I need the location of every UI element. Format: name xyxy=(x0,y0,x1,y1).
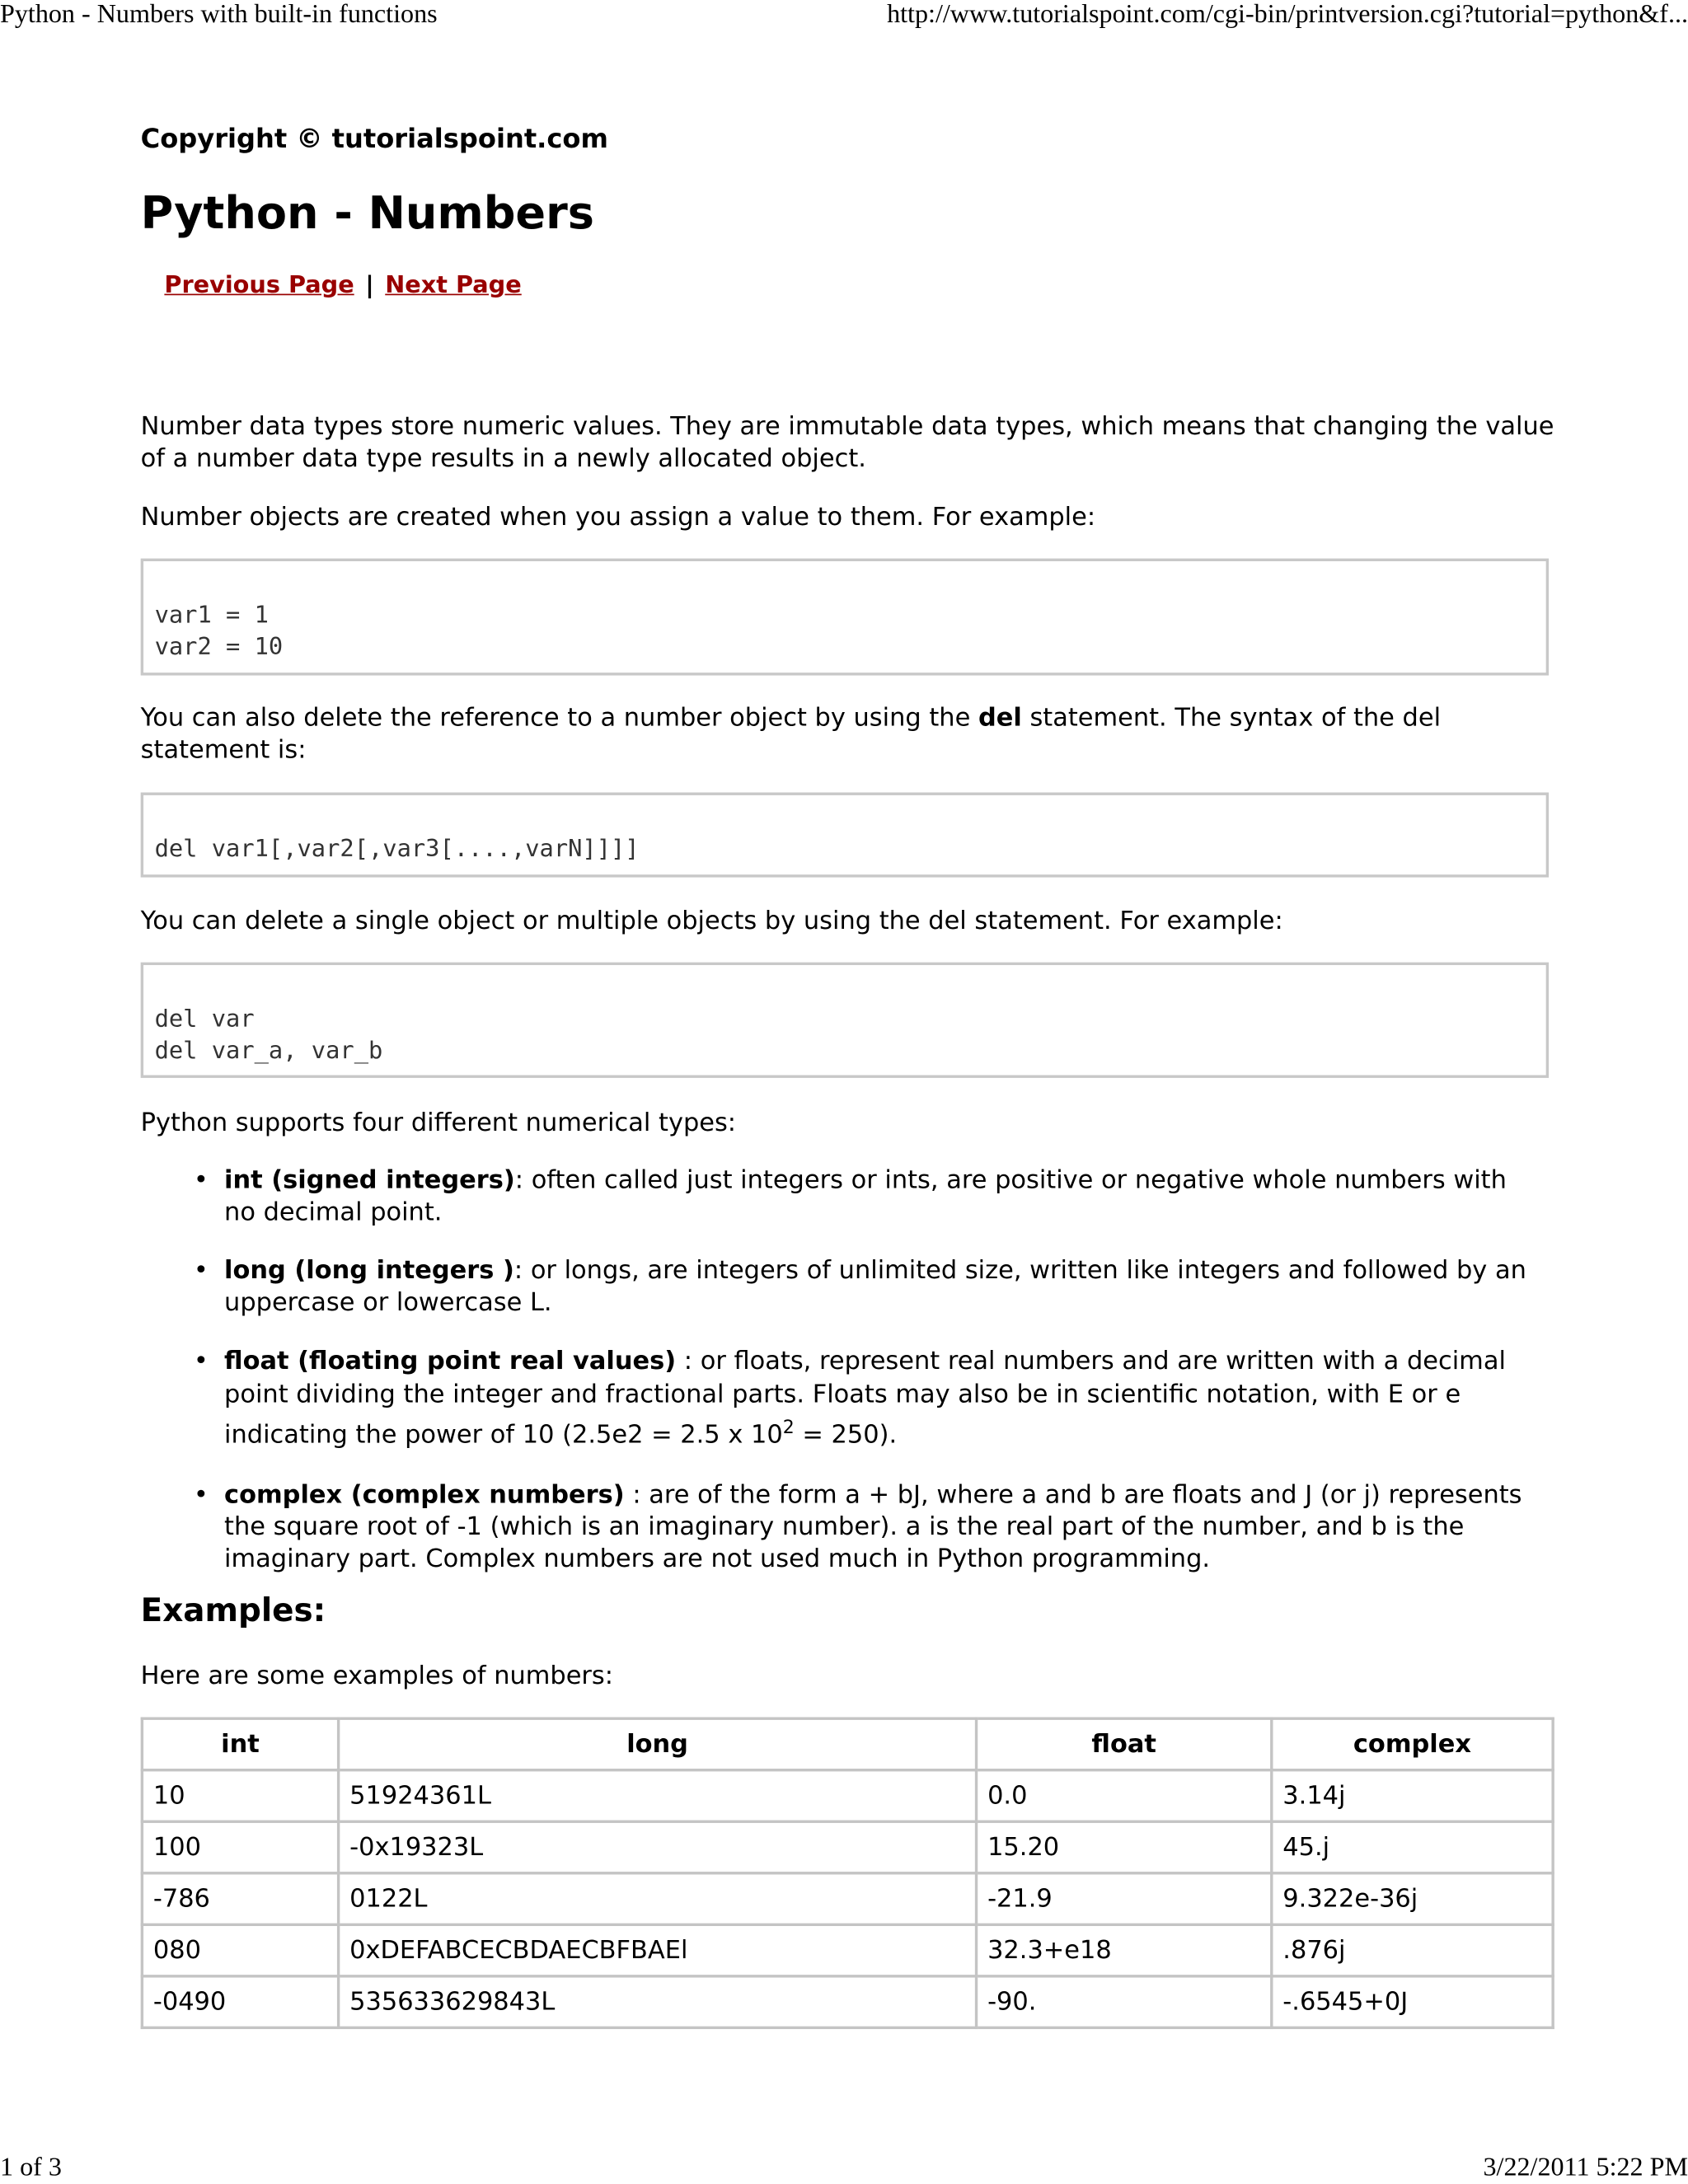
code-block xyxy=(141,792,1549,877)
list-item xyxy=(194,1255,1538,1319)
superscript: 2 xyxy=(782,1418,795,1439)
paragraph xyxy=(141,702,1554,766)
next-page-link[interactable]: Next Page xyxy=(385,271,522,300)
desc: : often called just integers or ints, are positive or negative whole numbers with no decimal point. xyxy=(224,1165,1507,1227)
column-header: complex xyxy=(1272,1718,1553,1770)
column-header: int xyxy=(142,1718,338,1770)
table-cell: 32.3+e18 xyxy=(977,1924,1272,1976)
table-cell: 0xDEFABCECBDAECBFBAEl xyxy=(339,1924,977,1976)
term: complex (complex numbers) xyxy=(224,1480,625,1510)
previous-page-link[interactable]: Previous Page xyxy=(164,271,354,300)
table-cell: .876j xyxy=(1272,1924,1553,1976)
column-header: float xyxy=(977,1718,1272,1770)
paragraph: Python supports four different numerical types: xyxy=(140,1108,737,1138)
table-row xyxy=(142,1976,1553,2028)
table-cell: 45.j xyxy=(1272,1821,1553,1873)
print-header-url: http://www.tutorialspoint.com/cgi-bin/printversion.cgi?tutorial=python&f... xyxy=(887,0,1688,30)
code-line: var2 = 10 xyxy=(154,633,284,662)
table-cell: 9.322e-36j xyxy=(1272,1873,1553,1925)
table-cell: -0x19323L xyxy=(339,1821,977,1873)
desc: = 250). xyxy=(794,1420,898,1451)
table-row xyxy=(142,1924,1553,1976)
term: float (floating point real values) xyxy=(224,1347,677,1376)
print-date: 3/22/2011 5:22 PM xyxy=(1483,2153,1688,2182)
print-header-title: Python - Numbers with built-in functions xyxy=(0,0,438,30)
types-list xyxy=(194,1165,1538,1602)
list-item xyxy=(194,1165,1538,1229)
keyword: del xyxy=(978,703,1022,733)
table-cell: 15.20 xyxy=(977,1821,1272,1873)
nav-separator: | xyxy=(365,271,374,300)
list-item xyxy=(194,1345,1538,1452)
paragraph: Number objects are created when you assign a value to them. For example: xyxy=(140,503,1096,532)
term: int (signed integers) xyxy=(224,1165,515,1195)
table-cell: -.6545+0J xyxy=(1272,1976,1553,2028)
table-header-row xyxy=(142,1718,1553,1770)
table-cell: 0122L xyxy=(339,1873,977,1925)
copyright: Copyright © tutorialspoint.com xyxy=(140,124,608,155)
intro-paragraph: Number data types store numeric values. They are immutable data types, which means that changing the value of a number data type results in a newly allocated object. xyxy=(140,412,1554,474)
text: statement. The syntax of the del statement is: xyxy=(140,703,1442,765)
term: long (long integers ) xyxy=(224,1256,514,1286)
table-row xyxy=(142,1770,1553,1822)
table-cell: -786 xyxy=(142,1873,338,1925)
desc: : or longs, are integers of unlimited size, written like integers and followed by an uppercase or lowercase L. xyxy=(224,1256,1526,1318)
table-cell: -0490 xyxy=(142,1976,338,2028)
table-cell: 080 xyxy=(142,1924,338,1976)
table-cell: -21.9 xyxy=(977,1873,1272,1925)
examples-table xyxy=(141,1718,1554,2030)
table-cell: 535633629843L xyxy=(339,1976,977,2028)
paragraph: You can delete a single object or multiple objects by using the del statement. For example: xyxy=(140,907,1283,936)
code-block xyxy=(141,559,1549,676)
table-cell: 0.0 xyxy=(977,1770,1272,1822)
column-header: long xyxy=(339,1718,977,1770)
table-cell: 51924361L xyxy=(339,1770,977,1822)
examples-heading: Examples: xyxy=(140,1593,326,1630)
table-cell: 3.14j xyxy=(1272,1770,1553,1822)
code-block xyxy=(141,963,1549,1078)
table-row xyxy=(142,1873,1553,1925)
page-title: Python - Numbers xyxy=(140,186,594,240)
desc: : or floats, represent real numbers and are written with a decimal point dividing the integer and fractional parts. Floats may also be in scientific notation, with E or e indicating the power of 10 (2.5e2 = 2.5 x 10 xyxy=(224,1347,1506,1451)
table-cell: 100 xyxy=(142,1821,338,1873)
table-row xyxy=(142,1821,1553,1873)
table-cell: 10 xyxy=(142,1770,338,1822)
list-item xyxy=(194,1479,1538,1576)
page-nav xyxy=(164,272,521,300)
code-line: del var_a, var_b xyxy=(154,1037,383,1066)
page-number: 1 of 3 xyxy=(0,2153,62,2182)
desc: : are of the form a + bJ, where a and b are floats and J (or j) represents the square root of -1 (which is an imaginary number). a is the real part of the number, and b is the imaginary part. Complex numbers are not used much in Python programming. xyxy=(224,1480,1522,1574)
paragraph: Here are some examples of numbers: xyxy=(140,1661,614,1691)
code-line: del var1[,var2[,var3[....,varN]]]] xyxy=(154,835,640,864)
table-cell: -90. xyxy=(977,1976,1272,2028)
text: You can also delete the reference to a number object by using the xyxy=(140,703,978,733)
code-line: del var xyxy=(154,1005,255,1033)
code-line: var1 = 1 xyxy=(154,601,269,630)
